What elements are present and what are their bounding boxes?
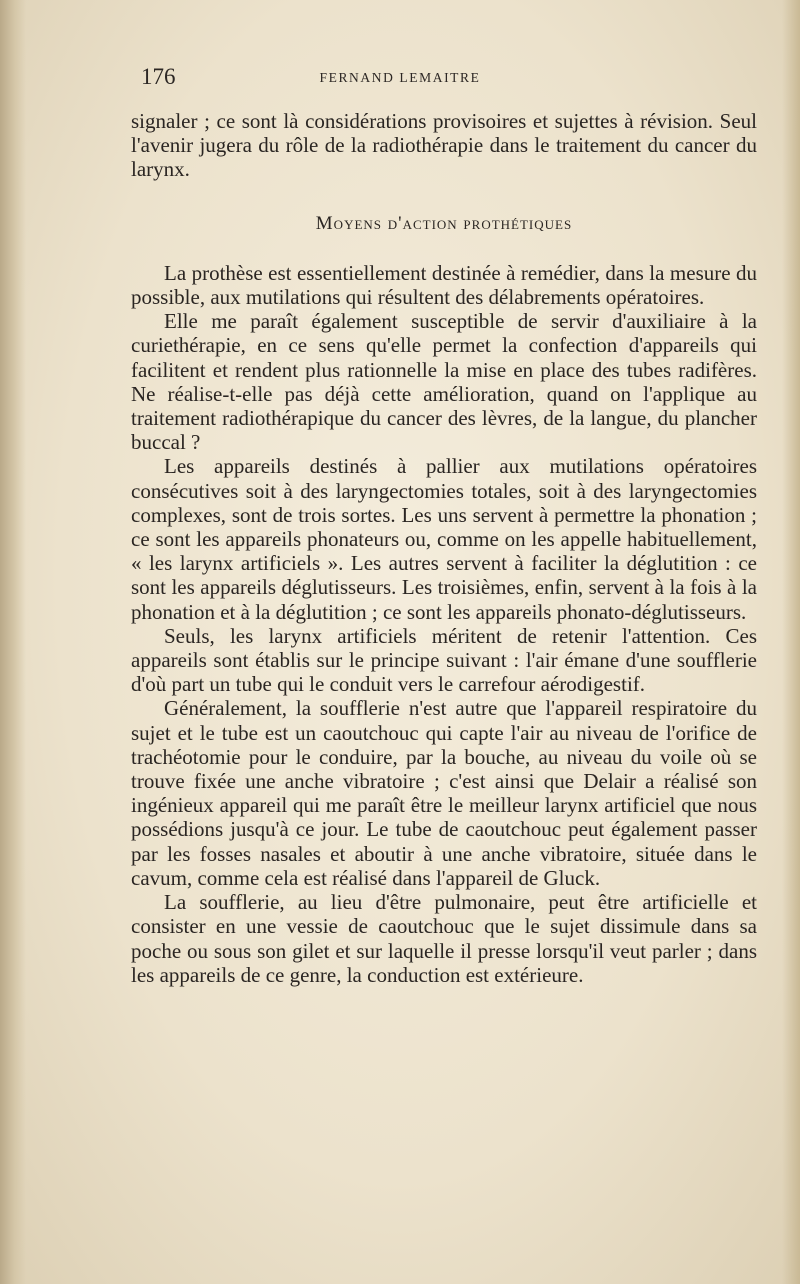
paragraph: Seuls, les larynx artificiels méritent de retenir l'attention. Ces appareils sont établis sur le principe suivant : l'air émane d'une soufflerie d'où part un tube qui le conduit vers le carrefour aérodigestif. (131, 623, 757, 697)
running-head: FERNAND LEMAITRE (319, 70, 481, 85)
page-header (141, 64, 659, 94)
paragraph: signaler ; ce sont là considérations provisoires et sujettes à révision. Seul l'avenir jugera du rôle de la radiothérapie dans le traitement du cancer du larynx. (131, 109, 757, 182)
page-number: 176 (141, 64, 176, 89)
page-edge-right (782, 0, 800, 1284)
page-edge-left (0, 0, 26, 1284)
body-text (131, 109, 757, 987)
section-title: Moyens d'action prothétiques (315, 212, 573, 234)
paragraph: Les appareils destinés à pallier aux mutilations opératoires consécutives soit à des laryngectomies totales, soit à des laryngectomies complexes, sont de trois sortes. Les uns servent à permettre la phonation ; ce sont les appareils phonateurs ou, comme on les appelle habituellement, « les larynx artificiels ». Les autres servent à faciliter la déglutition : ce sont les appareils déglutisseurs. Les troisièmes, enfin, servent à la fois à la phonation et à la déglutition ; ce sont les appareils phonato-déglutisseurs. (131, 454, 757, 624)
paragraph: La soufflerie, au lieu d'être pulmonaire, peut être artificielle et consister en une vessie de caoutchouc que le sujet dissimule dans sa poche ou sous son gilet et sur laquelle il presse lorsqu'il veut parler ; dans les appareils de ce genre, la conduction est extérieure. (131, 890, 757, 987)
paragraph: Elle me paraît également susceptible de servir d'auxiliaire à la curiethérapie, en ce sens qu'elle permet la confection d'appareils qui facilitent et rendent plus rationnelle la mise en place des tubes radifères. Ne réalise-t-elle pas déjà cette amélioration, quand on l'applique au traitement radiothérapique du cancer des lèvres, de la langue, du plancher buccal ? (131, 309, 757, 455)
paragraph: Généralement, la soufflerie n'est autre que l'appareil respiratoire du sujet et le tube est un caoutchouc qui capte l'air au niveau de l'orifice de trachéotomie pour le conduire, par la bouche, au niveau du voile où se trouve fixée une anche vibratoire ; c'est ainsi que Delair a réalisé son ingénieux appareil qui me paraît être le meilleur larynx artificiel que nous possédions jusqu'à ce jour. Le tube de caoutchouc peut également passer par les fosses nasales et aboutir à une anche vibratoire, située dans le cavum, comme cela est réalisé dans l'appareil de Gluck. (131, 696, 757, 890)
paragraph: La prothèse est essentiellement destinée à remédier, dans la mesure du possible, aux mutilations qui résultent des délabrements opératoires. (131, 260, 757, 310)
